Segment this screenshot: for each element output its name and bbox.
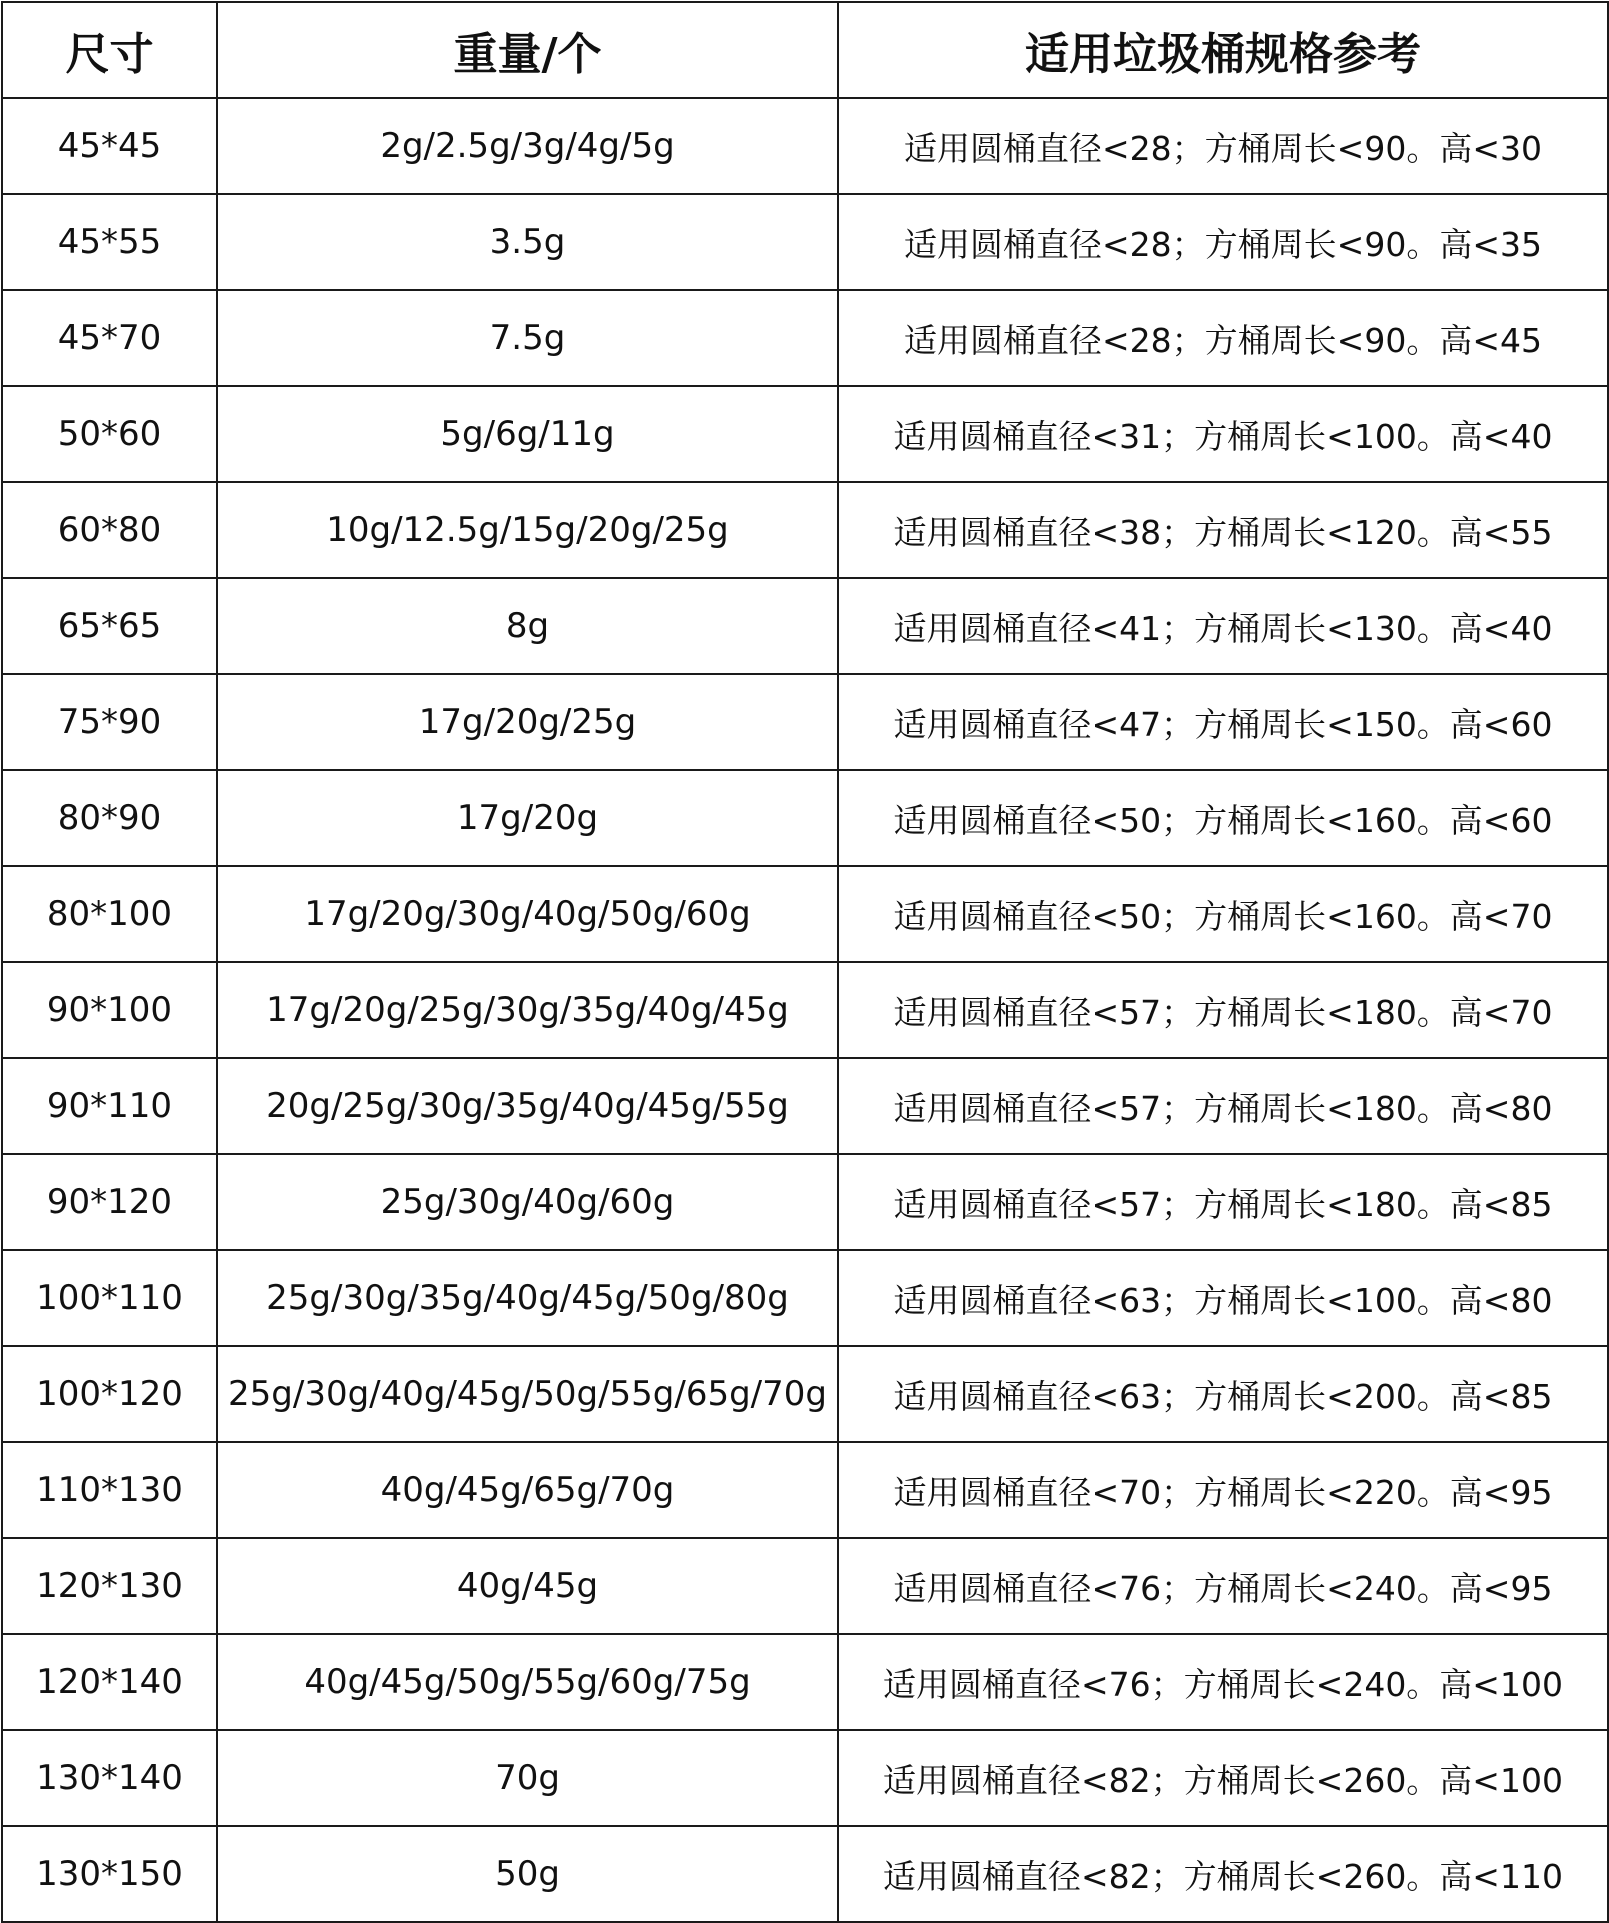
table-row: [2, 1154, 1608, 1250]
cell-weight: 25g/30g/40g/45g/50g/55g/65g/70g: [217, 1346, 838, 1442]
cell-size: 65*65: [2, 578, 217, 674]
cell-bin-spec: 适用圆桶直径<28；方桶周长<90。高<35: [838, 194, 1608, 290]
cell-bin-spec: 适用圆桶直径<28；方桶周长<90。高<45: [838, 290, 1608, 386]
cell-weight: 5g/6g/11g: [217, 386, 838, 482]
cell-size: 90*110: [2, 1058, 217, 1154]
cell-size: 130*140: [2, 1730, 217, 1826]
size-spec-table: [1, 1, 1609, 1923]
cell-bin-spec: 适用圆桶直径<57；方桶周长<180。高<85: [838, 1154, 1608, 1250]
table-row: [2, 962, 1608, 1058]
cell-bin-spec: 适用圆桶直径<41；方桶周长<130。高<40: [838, 578, 1608, 674]
cell-weight: 8g: [217, 578, 838, 674]
cell-bin-spec: 适用圆桶直径<47；方桶周长<150。高<60: [838, 674, 1608, 770]
cell-weight: 17g/20g/30g/40g/50g/60g: [217, 866, 838, 962]
table-row: [2, 482, 1608, 578]
cell-weight: 17g/20g: [217, 770, 838, 866]
table-header-row: [2, 2, 1608, 98]
cell-weight: 20g/25g/30g/35g/40g/45g/55g: [217, 1058, 838, 1154]
cell-size: 90*100: [2, 962, 217, 1058]
cell-weight: 25g/30g/35g/40g/45g/50g/80g: [217, 1250, 838, 1346]
cell-weight: 40g/45g: [217, 1538, 838, 1634]
cell-bin-spec: 适用圆桶直径<57；方桶周长<180。高<70: [838, 962, 1608, 1058]
table-row: [2, 1826, 1608, 1922]
table-row: [2, 386, 1608, 482]
table-row: [2, 674, 1608, 770]
cell-bin-spec: 适用圆桶直径<63；方桶周长<200。高<85: [838, 1346, 1608, 1442]
header-bin-spec: 适用垃圾桶规格参考: [838, 2, 1608, 98]
cell-size: 60*80: [2, 482, 217, 578]
cell-size: 45*70: [2, 290, 217, 386]
cell-size: 45*45: [2, 98, 217, 194]
table-row: [2, 98, 1608, 194]
cell-size: 110*130: [2, 1442, 217, 1538]
cell-size: 90*120: [2, 1154, 217, 1250]
cell-bin-spec: 适用圆桶直径<57；方桶周长<180。高<80: [838, 1058, 1608, 1154]
cell-weight: 3.5g: [217, 194, 838, 290]
cell-size: 80*90: [2, 770, 217, 866]
cell-bin-spec: 适用圆桶直径<28；方桶周长<90。高<30: [838, 98, 1608, 194]
cell-bin-spec: 适用圆桶直径<50；方桶周长<160。高<70: [838, 866, 1608, 962]
cell-size: 50*60: [2, 386, 217, 482]
header-weight: 重量/个: [217, 2, 838, 98]
cell-bin-spec: 适用圆桶直径<31；方桶周长<100。高<40: [838, 386, 1608, 482]
table-row: [2, 1730, 1608, 1826]
cell-size: 45*55: [2, 194, 217, 290]
cell-size: 120*140: [2, 1634, 217, 1730]
cell-weight: 40g/45g/65g/70g: [217, 1442, 838, 1538]
table-row: [2, 194, 1608, 290]
cell-size: 120*130: [2, 1538, 217, 1634]
table-row: [2, 1346, 1608, 1442]
table-row: [2, 290, 1608, 386]
cell-bin-spec: 适用圆桶直径<38；方桶周长<120。高<55: [838, 482, 1608, 578]
table-row: [2, 866, 1608, 962]
table-row: [2, 578, 1608, 674]
cell-weight: 10g/12.5g/15g/20g/25g: [217, 482, 838, 578]
cell-size: 130*150: [2, 1826, 217, 1922]
table-row: [2, 1442, 1608, 1538]
cell-weight: 25g/30g/40g/60g: [217, 1154, 838, 1250]
cell-weight: 7.5g: [217, 290, 838, 386]
cell-weight: 17g/20g/25g: [217, 674, 838, 770]
cell-size: 75*90: [2, 674, 217, 770]
cell-size: 100*120: [2, 1346, 217, 1442]
cell-size: 80*100: [2, 866, 217, 962]
table-row: [2, 1538, 1608, 1634]
header-size: 尺寸: [2, 2, 217, 98]
cell-bin-spec: 适用圆桶直径<76；方桶周长<240。高<95: [838, 1538, 1608, 1634]
table-row: [2, 1250, 1608, 1346]
cell-bin-spec: 适用圆桶直径<82；方桶周长<260。高<110: [838, 1826, 1608, 1922]
table-row: [2, 1634, 1608, 1730]
cell-bin-spec: 适用圆桶直径<76；方桶周长<240。高<100: [838, 1634, 1608, 1730]
cell-weight: 2g/2.5g/3g/4g/5g: [217, 98, 838, 194]
cell-bin-spec: 适用圆桶直径<50；方桶周长<160。高<60: [838, 770, 1608, 866]
table-body: [2, 98, 1608, 1922]
cell-weight: 40g/45g/50g/55g/60g/75g: [217, 1634, 838, 1730]
cell-weight: 50g: [217, 1826, 838, 1922]
cell-bin-spec: 适用圆桶直径<63；方桶周长<100。高<80: [838, 1250, 1608, 1346]
table-row: [2, 1058, 1608, 1154]
cell-weight: 17g/20g/25g/30g/35g/40g/45g: [217, 962, 838, 1058]
cell-size: 100*110: [2, 1250, 217, 1346]
table-row: [2, 770, 1608, 866]
cell-bin-spec: 适用圆桶直径<82；方桶周长<260。高<100: [838, 1730, 1608, 1826]
cell-bin-spec: 适用圆桶直径<70；方桶周长<220。高<95: [838, 1442, 1608, 1538]
cell-weight: 70g: [217, 1730, 838, 1826]
